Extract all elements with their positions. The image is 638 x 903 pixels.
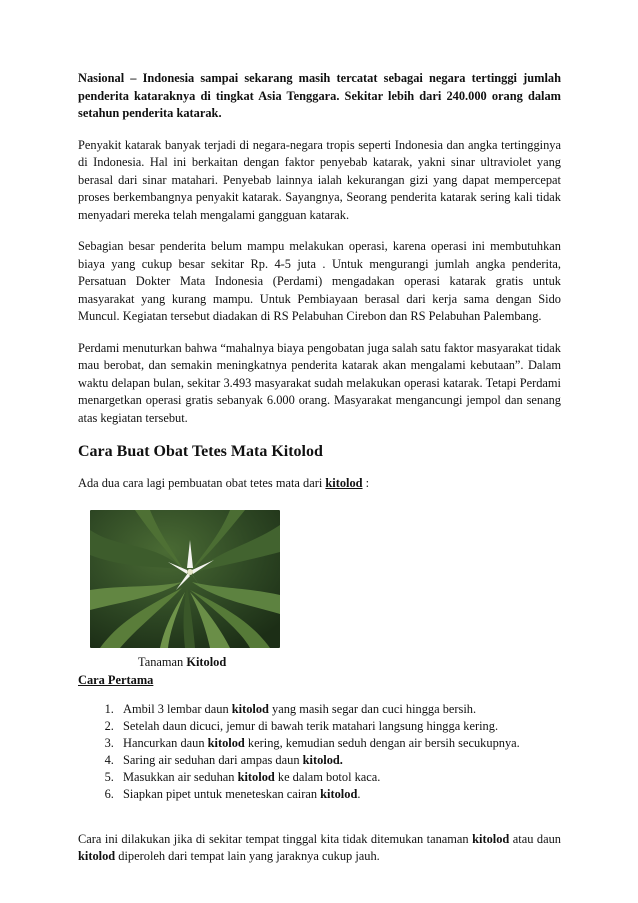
list-item: 3. Hancurkan daun kitolod kering, kemudian seduh dengan air bersih secukupnya. — [117, 735, 561, 752]
document-page — [78, 70, 561, 866]
list-item: 5. Masukkan air seduhan kitolod ke dalam botol kaca. — [117, 769, 561, 786]
kitolod-link: kitolod — [325, 476, 363, 490]
section-intro: Ada dua cara lagi pembuatan obat tetes mata dari kitolod : — [78, 476, 370, 490]
section-heading: Cara Buat Obat Tetes Mata Kitolod — [78, 443, 323, 460]
plant-image — [90, 510, 280, 648]
list-item: 4. Saring air seduhan dari ampas daun kitolod. — [117, 752, 561, 769]
intro-paragraph: Nasional – Indonesia sampai sekarang masih tercatat sebagai negara tertinggi jumlah penderita kataraknya di tingkat Asia Tenggara. Sekitar lebih dari 240.000 orang dalam setahun penderita katarak. — [78, 71, 561, 120]
perdami-paragraph: Sebagian besar penderita belum mampu melakukan operasi, karena operasi ini membutuhkan biaya yang cukup besar sekitar Rp. 4-5 juta . Untuk mengurangi jumlah angka penderita, Persatuan Dokter Mata Indonesia (Perdami) mengadakan operasi katarak gratis untuk masyarakat yang kurang mampu. Untuk Pembiayaan berasal dari kerja sama dengan Sido Muncul. Kegiatan tersebut diadakan di RS Pelabuhan Cirebon dan RS Pelabuhan Palembang. — [78, 239, 561, 323]
list-item: 6. Siapkan pipet untuk meneteskan cairan kitolod. — [117, 786, 561, 803]
list-item: 1. Ambil 3 lembar daun kitolod yang masih segar dan cuci hingga bersih. — [117, 701, 561, 718]
list-item: 2. Setelah daun dicuci, jemur di bawah terik matahari langsung hingga kering. — [117, 718, 561, 735]
method-one-title: Cara Pertama — [78, 673, 154, 687]
causes-paragraph: Penyakit katarak banyak terjadi di negara-negara tropis seperti Indonesia dan angka tertingginya di Indonesia. Hal ini berkaitan dengan faktor penyebab katarak, yakni sinar ultraviolet yang berasal dari sinar matahari. Penyebab lainnya ialah kekurangan gizi yang dapat mempercepat proses berkembangnya penyakit katarak. Sayangnya, Seorang penderita katarak sering kali tidak menyadari mereka telah mengalami gangguan katarak. — [78, 137, 561, 222]
method-one-steps — [78, 701, 561, 803]
figure-caption: Tanaman Kitolod — [138, 654, 227, 669]
closing-paragraph: Cara ini dilakukan jika di sekitar tempat tinggal kita tidak ditemukan tanaman kitolod atau daun kitolod diperoleh dari tempat lain yang jaraknya cukup jauh. — [78, 831, 561, 863]
quote-paragraph: Perdami menuturkan bahwa “mahalnya biaya pengobatan juga salah satu faktor masyarakat tidak mau berobat, dan semakin meningkatnya penderita katarak akan mengalami kebutaan”. Dalam waktu delapan bulan, sekitar 3.493 masyarakat sudah melakukan operasi katarak. Tetapi Perdami menargetkan operasi gratis sebanyak 6.000 orang. Masyarakat mengancungi jempol dan senang atas kegiatan tersebut. — [78, 340, 561, 425]
kitolod-plant-photo — [90, 510, 280, 648]
